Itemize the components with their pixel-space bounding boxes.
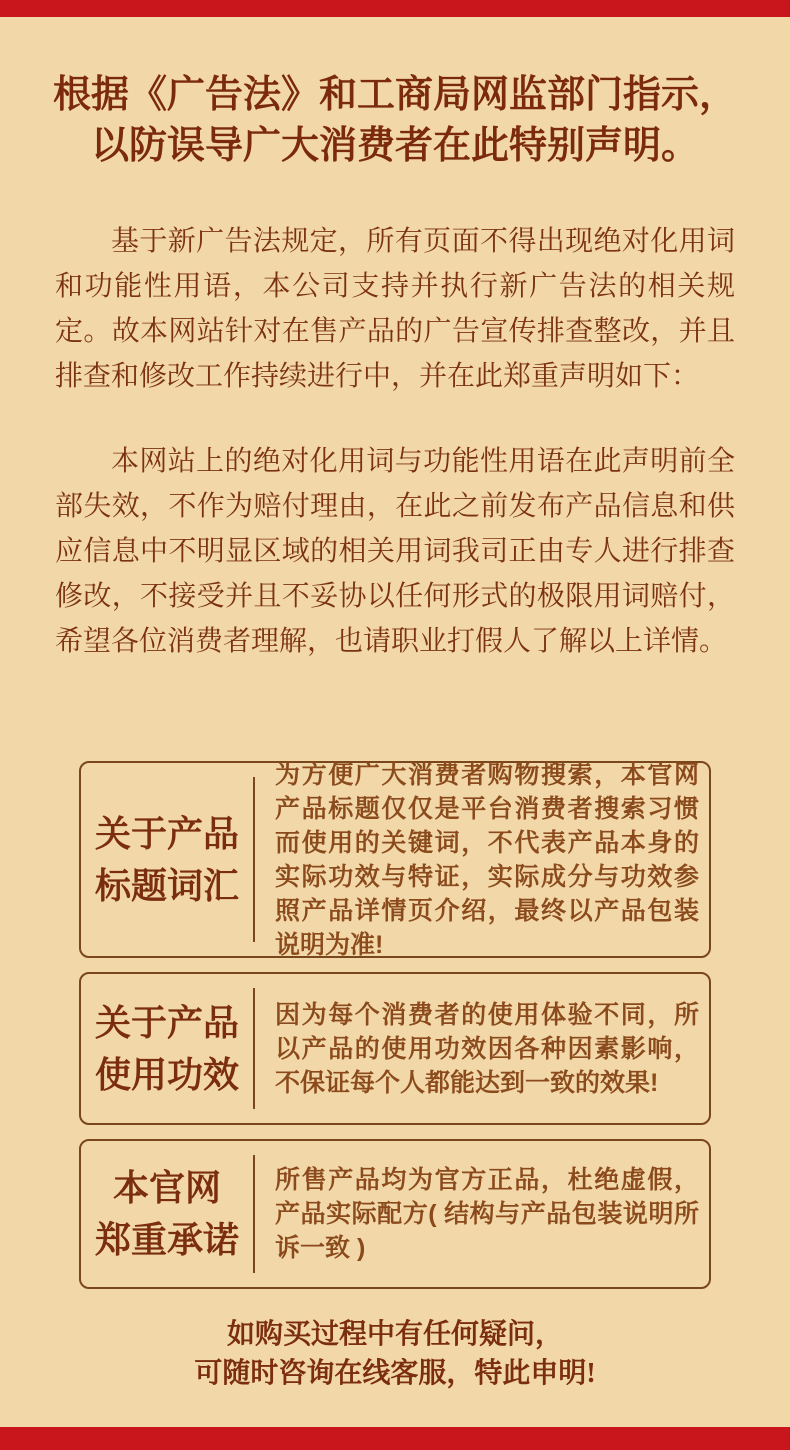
notice-box-description: 所售产品均为官方正品，杜绝虚假，产品实际配方( 结构与产品包装说明所诉一致 ) (275, 1166, 699, 1262)
notice-box-label-line2: 使用功效 (94, 1054, 239, 1095)
top-red-bar (0, 0, 790, 17)
footer-note (0, 1315, 790, 1393)
page-title-line1: 根据《广告法》和工商局网监部门指示， (52, 74, 737, 116)
page-title (30, 0, 760, 172)
intro-section (55, 219, 735, 664)
footer-note-line1: 如购买过程中有任何疑问， (226, 1319, 563, 1350)
notice-box-label-line1: 本官网 (112, 1168, 221, 1208)
notice-box-label-line1: 关于产品 (94, 1002, 239, 1043)
notice-box-label (81, 808, 253, 912)
intro-paragraph-2: 本网站上的绝对化用词与功能性用语在此声明前全部失效，不作为赔付理由，在此之前发布产品信息和供应信息中不明显区域的相关用词我司正由专人进行排查修改，不接受并且不妥协以任何形式的极限用词赔付，希望各位消费者理解，也请职业打假人了解以上详情。 (55, 446, 735, 657)
notice-box-usage-effects (79, 972, 711, 1125)
intro-paragraph-1: 基于新广告法规定，所有页面不得出现绝对化用词和功能性用语，本公司支持并执行新广告法的相关规定。故本网站针对在售产品的广告宣传排查整改，并且排查和修改工作持续进行中，并在此郑重声明如下： (55, 226, 735, 392)
notice-box-label-line1: 关于产品 (94, 813, 239, 854)
page-title-line2: 以防误导广大消费者在此特别声明。 (90, 125, 699, 167)
notice-box-list (79, 761, 711, 1303)
notice-box-label (81, 997, 253, 1101)
notice-box-label (81, 1162, 253, 1266)
footer-note-line2: 可随时咨询在线客服，特此申明! (194, 1358, 596, 1389)
notice-box-title-keywords (79, 761, 711, 958)
notice-box-label-line2: 标题词汇 (94, 865, 239, 906)
notice-box-description: 为方便广大消费者购物搜索，本官网产品标题仅仅是平台消费者搜索习惯而使用的关键词，不代表产品本身的实际功效与特证，实际成分与功效参照产品详情页介绍，最终以产品包装说明为准! (275, 760, 699, 959)
bottom-red-bar (0, 1427, 790, 1450)
notice-box-label-line2: 郑重承诺 (94, 1220, 239, 1260)
notice-box-official-promise (79, 1139, 711, 1289)
notice-box-description: 因为每个消费者的使用体验不同，所以产品的使用功效因各种因素影响，不保证每个人都能达到一致的效果! (275, 1000, 699, 1097)
